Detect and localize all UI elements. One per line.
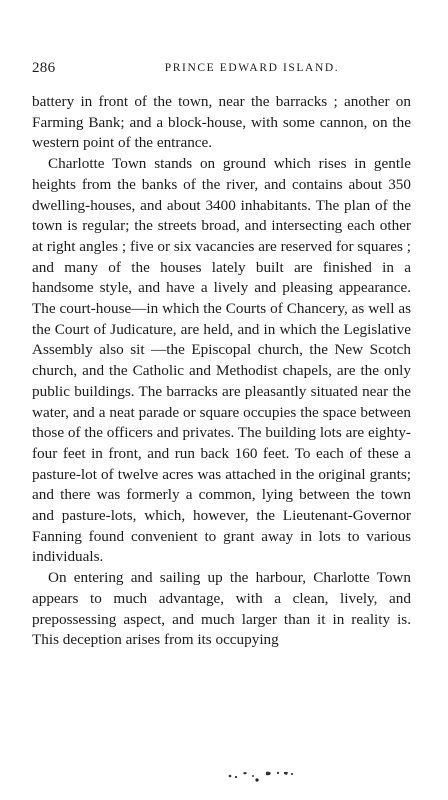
paragraph-1: battery in front of the town, near the barracks ; another on Farming Bank; and a block-house, with some cannon, on the western point of the entrance. bbox=[32, 93, 411, 152]
printers-ornament-icon bbox=[226, 768, 306, 782]
paragraph-2: Charlotte Town stands on ground which rises in gentle heights from the banks of the river, and contains about 350 dwelling-houses, and about 3400 inhabitants. The plan of the town is regular; the streets broad, and intersecting each other at right angles ; five or six vacancies are reserved for squares ; and many of the houses lately built are finished in a handsome style, and have a lively and pleasing appearance. The court-house—in which the Courts of Chancery, as well as the Court of Judicature, are held, and in which the Legislative Assembly also sit —the Episcopal church, the New Scotch church, and the Catholic and Methodist chapels, are the only public buildings. The barracks are pleasantly situated near the water, and a neat parade or square occupies the space between those of the officers and privates. The building lots are eighty-four feet in front, and run back 160 feet. To each of these a pasture-lot of twelve acres was attached in the original grants; and there was formerly a common, lying between the town and pasture-lots, which, however, the Lieutenant-Governor Fanning found convenient to grant away in lots to various individuals. bbox=[32, 155, 411, 566]
page-number: 286 bbox=[32, 60, 56, 76]
running-head bbox=[32, 60, 410, 80]
body-text bbox=[32, 92, 411, 651]
running-title: PRINCE EDWARD ISLAND. bbox=[164, 62, 340, 74]
paragraph-3: On entering and sailing up the harbour, Charlotte Town appears to much advantage, with a clean, lively, and prepossessing aspect, and much larger than it in reality is. This deception arises from its occupying bbox=[32, 569, 411, 649]
